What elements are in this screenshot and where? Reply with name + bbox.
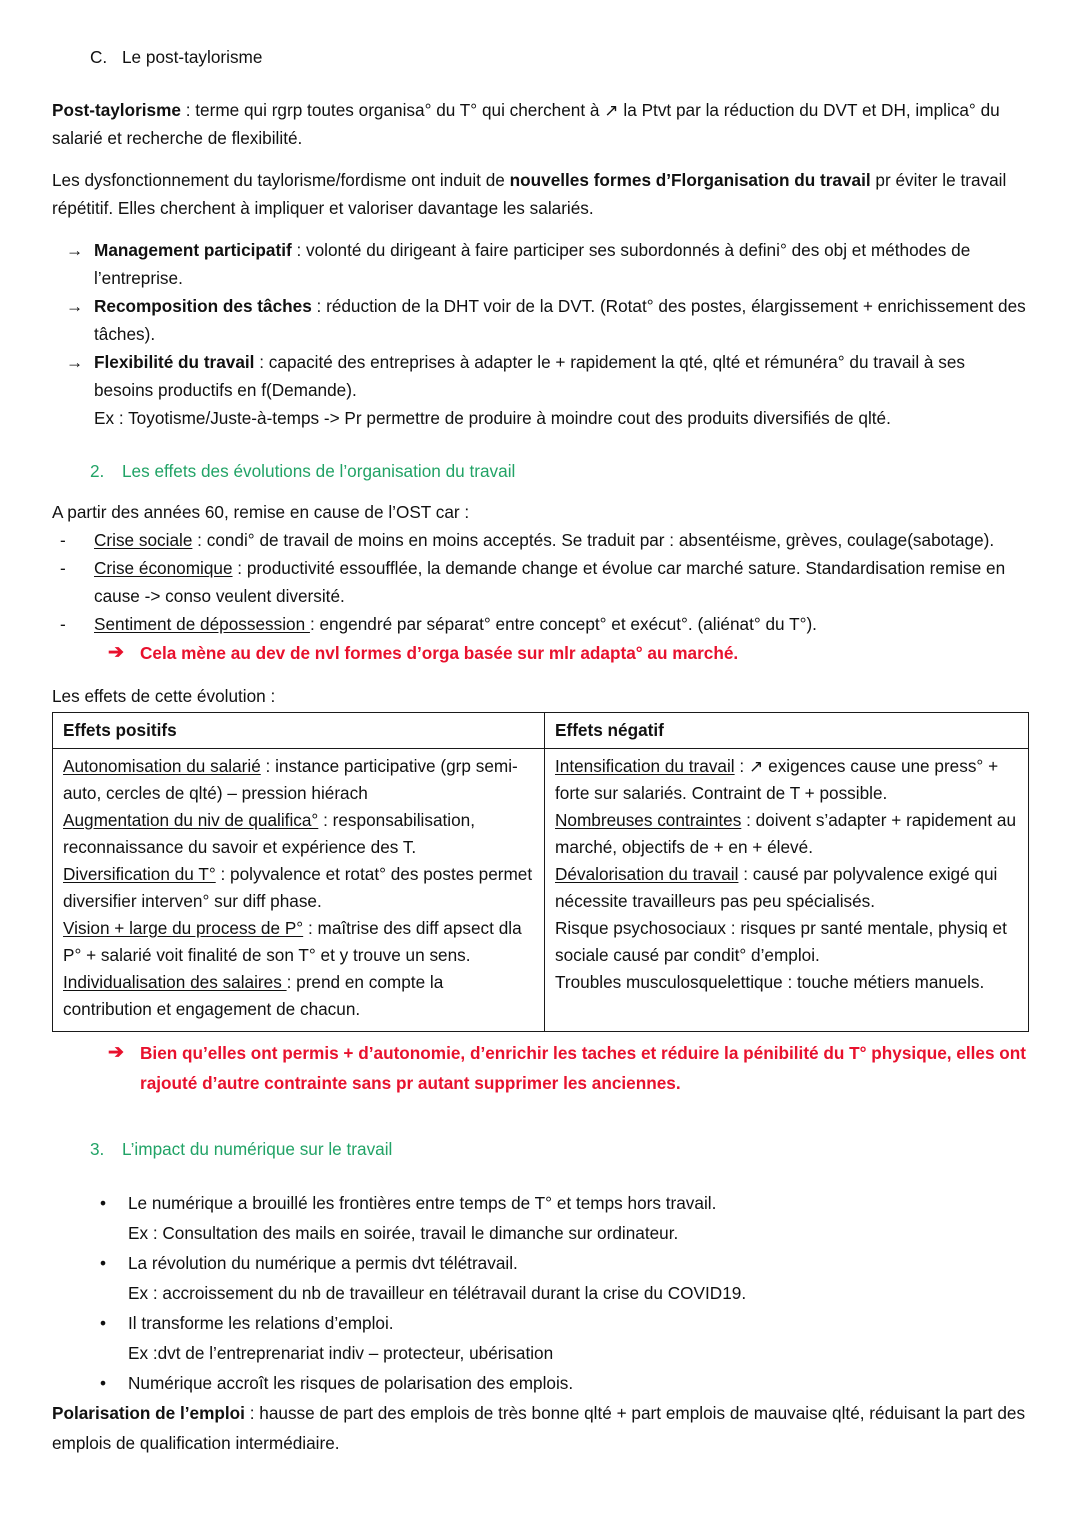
dash-list-item-term: Crise économique bbox=[94, 558, 233, 578]
table-entry-text: polyvalence et rotat° des postes permet diversifier interven° sur diff phase. bbox=[63, 864, 533, 911]
table-entry-separator: : bbox=[782, 972, 798, 992]
bullet-list-item bbox=[52, 1248, 1028, 1308]
table-entry-separator: : bbox=[741, 810, 756, 830]
arrow-list-item-separator: : bbox=[254, 352, 269, 372]
red-callout-conclusion-1-text: Cela mène au dev de nvl formes d’orga basée sur mlr adapta° au marché. bbox=[140, 643, 739, 663]
arrow-right-icon: → bbox=[66, 240, 84, 260]
dash-list-item-text: productivité essoufflée, la demande change et évolue car marché sature. Standardisation remise en cause -> conso veulent diversité. bbox=[94, 558, 1006, 606]
definition-post-taylorisme-separator: : bbox=[180, 100, 196, 120]
table-entry bbox=[555, 861, 1018, 915]
arrow-list-item-text: réduction de la DHT voir de la DVT. (Rotat° des postes, élargissement + enrichissement des tâches). bbox=[94, 296, 1026, 344]
table-entry bbox=[555, 969, 1018, 996]
bullet-list-item bbox=[52, 1188, 1028, 1248]
table-entry bbox=[63, 969, 534, 1023]
table-header-row bbox=[53, 713, 1029, 749]
definition-post-taylorisme-body-2: la Ptvt par la réduction du DVT et DH, implica° du salarié et recherche de flexibilité. bbox=[52, 100, 1000, 148]
bullet-list-item-text: Le numérique a brouillé les frontières entre temps de T° et temps hors travail. bbox=[128, 1193, 717, 1213]
dash-bullet-icon: - bbox=[60, 558, 66, 578]
arrow-list-item-text: capacité des entreprises à adapter le + rapidement la qté, qlté et rémunéra° du travail à ses besoins productifs en f(Demande). bbox=[94, 352, 965, 400]
table-entry-text: causé par polyvalence exigé qui nécessite travailleurs pas peu spécialisés. bbox=[555, 864, 998, 911]
table-entry-separator: : bbox=[303, 918, 318, 938]
dash-bullet-icon: - bbox=[60, 614, 66, 634]
intro-paragraph-bold: nouvelles formes d’Florganisation du travail bbox=[509, 170, 871, 190]
dash-list-item bbox=[52, 526, 1028, 554]
bullet-list-item-example: Ex :dvt de l’entreprenariat indiv – protecteur, ubérisation bbox=[128, 1343, 554, 1363]
table-entry-text: risques pr santé mentale, physiq et sociale causé par condit° d’emploi. bbox=[555, 918, 1007, 965]
dash-list-item-text: condi° de travail de moins en moins acceptés. Se traduit par : absentéisme, grèves, coulage(sabotage). bbox=[206, 530, 995, 550]
table-entry-separator: : bbox=[286, 972, 297, 992]
arrow-up-right-icon: ↗ bbox=[604, 100, 619, 120]
table-entry-text: instance participative (grp semi-auto, cercles de qlté) – pression hiérach bbox=[63, 756, 518, 803]
definition-polarisation-text: hausse de part des emplois de très bonne qlté + part emplois de mauvaise qlté, réduisant la part des emplois de qualification intermédiaire. bbox=[52, 1403, 1026, 1453]
arrow-right-icon: → bbox=[66, 352, 84, 372]
definition-post-taylorisme-body-1: terme qui rgrp toutes organisa° du T° qui cherchent à bbox=[195, 100, 605, 120]
table-entry-term: Dévalorisation du travail bbox=[555, 864, 739, 884]
effects-table bbox=[52, 712, 1029, 1032]
bullet-list-item-text: Numérique accroît les risques de polarisation des emplois. bbox=[128, 1373, 574, 1393]
table-entry-separator: : bbox=[318, 810, 333, 830]
bullet-dot-icon: • bbox=[100, 1373, 107, 1393]
table-entry bbox=[555, 807, 1018, 861]
intro-paragraph-part-1: Les dysfonctionnement du taylorisme/fordisme ont induit de bbox=[52, 170, 510, 190]
arrow-list-item-term: Management participatif bbox=[94, 240, 292, 260]
table-entry-separator: : bbox=[726, 918, 741, 938]
heading-section-3-marker: 3. bbox=[90, 1139, 105, 1159]
table-entry-separator: : bbox=[734, 756, 749, 776]
table-entry-term: Nombreuses contraintes bbox=[555, 810, 742, 830]
arrow-right-bold-icon: ➔ bbox=[108, 1042, 124, 1063]
bullet-dot-icon: • bbox=[100, 1313, 107, 1333]
arrow-list-item bbox=[52, 236, 1028, 292]
table-entry-text: maîtrise des diff apsect dla P° + salarié voit finalité de son T° et y trouve un sens. bbox=[63, 918, 522, 965]
bullet-list bbox=[52, 1188, 1028, 1398]
heading-section-2-title: Les effets des évolutions de l’organisation du travail bbox=[122, 461, 516, 481]
bullet-list-item bbox=[52, 1308, 1028, 1368]
dash-list-item-term: Sentiment de dépossession bbox=[94, 614, 310, 634]
table-entry-text: ↗ exigences cause une press° + forte sur salariés. Contraint de T + possible. bbox=[555, 756, 999, 803]
table-entry bbox=[63, 753, 534, 807]
arrow-list-item bbox=[52, 292, 1028, 348]
red-callout-conclusion-2-text: Bien qu’elles ont permis + d’autonomie, d’enrichir les taches et réduire la pénibilité du T° physique, elles ont rajouté d’autre contrainte sans pr autant supprimer les anciennes. bbox=[140, 1043, 1027, 1093]
bullet-list-item-text: Il transforme les relations d’emploi. bbox=[128, 1313, 394, 1333]
dash-list-item-term: Crise sociale bbox=[94, 530, 193, 550]
table-cell-effets-positifs bbox=[53, 749, 545, 1032]
table-entry-term: Individualisation des salaires bbox=[63, 972, 287, 992]
table-entry-separator: : bbox=[738, 864, 753, 884]
table-row bbox=[53, 749, 1029, 1032]
table-entry bbox=[555, 753, 1018, 807]
table-entry-text: prend en compte la contribution et engagement de chacun. bbox=[63, 972, 444, 1019]
table-entry-separator: : bbox=[260, 756, 276, 776]
heading-section-c bbox=[52, 44, 1028, 70]
table-entry-text: touche métiers manuels. bbox=[797, 972, 985, 992]
bullet-list-item-text: La révolution du numérique a permis dvt télétravail. bbox=[128, 1253, 518, 1273]
table-entry bbox=[63, 807, 534, 861]
red-callout-conclusion-1 bbox=[52, 638, 1028, 668]
bullet-list-item bbox=[52, 1368, 1028, 1398]
heading-section-3 bbox=[52, 1136, 1028, 1162]
dash-list-item-separator: : bbox=[192, 530, 207, 550]
table-entry-term: Troubles musculosquelettique bbox=[555, 972, 783, 992]
heading-section-c-marker: C. bbox=[90, 47, 108, 67]
heading-section-2 bbox=[52, 458, 1028, 484]
dash-list-item-separator: : bbox=[309, 614, 320, 634]
table-entry-term: Diversification du T° bbox=[63, 864, 216, 884]
arrow-list-item-term: Recomposition des tâches bbox=[94, 296, 312, 316]
red-callout-conclusion-2 bbox=[52, 1038, 1028, 1098]
dash-list bbox=[52, 526, 1028, 638]
arrow-list-item bbox=[52, 348, 1028, 432]
table-entry bbox=[555, 915, 1018, 969]
bullet-dot-icon: • bbox=[100, 1193, 107, 1213]
table-entry bbox=[63, 861, 534, 915]
arrow-list-item-separator: : bbox=[311, 296, 327, 316]
table-entry-separator: : bbox=[215, 864, 231, 884]
table-header-effets-negatif: Effets négatif bbox=[545, 713, 1029, 749]
table-entry-term: Intensification du travail bbox=[555, 756, 735, 776]
arrow-list-item-term: Flexibilité du travail bbox=[94, 352, 255, 372]
dash-list-item-separator: : bbox=[232, 558, 247, 578]
heading-section-3-title: L’impact du numérique sur le travail bbox=[122, 1139, 393, 1159]
table-entry-term: Risque psychosociaux bbox=[555, 918, 727, 938]
arrow-right-icon: → bbox=[66, 296, 84, 316]
dash-list-item bbox=[52, 554, 1028, 610]
bullet-dot-icon: • bbox=[100, 1253, 107, 1273]
table-entry-term: Augmentation du niv de qualifica° bbox=[63, 810, 319, 830]
table-header-effets-positifs: Effets positifs bbox=[53, 713, 545, 749]
table-entry bbox=[63, 915, 534, 969]
definition-polarisation-separator: : bbox=[244, 1403, 260, 1423]
arrow-right-bold-icon: ➔ bbox=[108, 642, 124, 663]
arrow-list-item-separator: : bbox=[291, 240, 307, 260]
definition-polarisation-term: Polarisation de l’emploi bbox=[52, 1403, 245, 1423]
heading-section-c-title: Le post-taylorisme bbox=[122, 47, 263, 67]
table-entry-text: responsabilisation, reconnaissance du savoir et expérience des T. bbox=[63, 810, 475, 857]
definition-post-taylorisme bbox=[52, 96, 1028, 152]
table-entry-term: Vision + large du process de P° bbox=[63, 918, 304, 938]
arrow-list-item-text: volonté du dirigeant à faire participer ses subordonnés à defini° des obj et méthodes de l’entreprise. bbox=[94, 240, 971, 288]
intro-paragraph-part-2: pr éviter le travail répétitif. Elles cherchent à impliquer et valoriser davantage les salariés. bbox=[52, 170, 1007, 218]
dash-bullet-icon: - bbox=[60, 530, 66, 550]
table-entry-text: doivent s’adapter + rapidement au marché, objectifs de + en + élevé. bbox=[555, 810, 1016, 857]
arrow-list-item-example: Ex : Toyotisme/Juste-à-temps -> Pr permettre de produire à moindre cout des produits diversifiés de qlté. bbox=[94, 408, 891, 428]
table-entry-term: Autonomisation du salarié bbox=[63, 756, 261, 776]
ost-intro-text: A partir des années 60, remise en cause de l’OST car : bbox=[52, 502, 470, 522]
definition-polarisation-emploi bbox=[52, 1398, 1028, 1458]
intro-paragraph bbox=[52, 166, 1028, 222]
bullet-list-item-example: Ex : Consultation des mails en soirée, travail le dimanche sur ordinateur. bbox=[128, 1223, 679, 1243]
bullet-list-item-example: Ex : accroissement du nb de travailleur en télétravail durant la crise du COVID19. bbox=[128, 1283, 747, 1303]
arrow-list bbox=[52, 236, 1028, 432]
dash-list-item bbox=[52, 610, 1028, 638]
table-intro-text: Les effets de cette évolution : bbox=[52, 686, 276, 706]
definition-post-taylorisme-term: Post-taylorisme bbox=[52, 100, 181, 120]
dash-list-item-text: engendré par séparat° entre concept° et exécut°. (aliénat° du T°). bbox=[319, 614, 817, 634]
table-cell-effets-negatif bbox=[545, 749, 1029, 1032]
heading-section-2-marker: 2. bbox=[90, 461, 105, 481]
